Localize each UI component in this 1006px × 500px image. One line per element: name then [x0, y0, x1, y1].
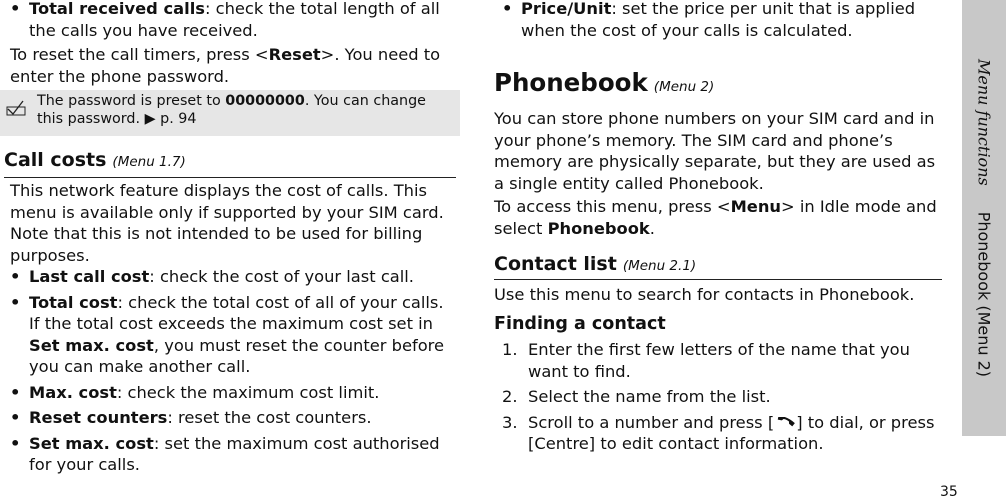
note-check-icon: [6, 100, 26, 116]
phone-handset-icon: [774, 417, 796, 429]
list-item: 2. Select the name from the list.: [502, 387, 771, 406]
sidebar-tab: [962, 0, 1006, 500]
list-item: • Total cost: check the total cost of all of your calls. If the total cost exceeds the maximum cost set in Set max. cost, you must reset the counter before you can make another call.: [10, 292, 450, 378]
password-note: The password is preset to 00000000. You can change this password. ▶ p. 94: [0, 90, 460, 136]
call-costs-rule: [4, 177, 456, 178]
cost-items-list: [10, 266, 450, 476]
list-item: • Set max. cost: set the maximum cost authorised for your calls.: [10, 433, 450, 476]
finding-contact-heading: Finding a contact: [494, 314, 666, 334]
call-costs-intro: This network feature displays the cost of calls. This menu is available only if supported by your SIM card. Note that this is not intended to be used for billing purposes.: [10, 181, 444, 265]
call-costs-heading: Call costs (Menu 1.7): [4, 149, 186, 171]
reset-paragraph: To reset the call timers, press <Reset>. You need to enter the phone password.: [10, 45, 441, 86]
steps-list: [502, 339, 942, 455]
list-item: 3. Scroll to a number and press [ ] to dial, or press [Centre] to edit contact information.: [502, 412, 935, 453]
bullet-price-unit: • Price/Unit: set the price per unit that is applied when the cost of your calls is calculated.: [502, 0, 961, 41]
contact-list-heading: Contact list (Menu 2.1): [494, 253, 697, 275]
contact-list-rule: [494, 279, 942, 280]
list-item: • Last call cost: check the cost of your last call.: [10, 266, 450, 288]
phonebook-access: To access this menu, press <Menu> in Idle mode and select Phonebook.: [494, 197, 937, 238]
contact-list-intro: Use this menu to search for contacts in Phonebook.: [494, 285, 915, 304]
bullet-total-received: • Total received calls: check the total length of all the calls you have received.: [10, 0, 469, 41]
phonebook-heading: Phonebook (Menu 2): [494, 68, 715, 97]
sidebar-label: Menu functionsPhonebook (Menu 2): [974, 58, 994, 378]
list-item: • Reset counters: reset the cost counters.: [10, 407, 450, 429]
page-number: 35: [940, 484, 958, 500]
phonebook-intro: You can store phone numbers on your SIM card and in your phone’s memory. The SIM card and phone’s memory are physically separate, but they are used as a single entity called Phonebook.: [494, 109, 936, 193]
list-item: • Max. cost: check the maximum cost limit.: [10, 382, 450, 404]
list-item: 1. Enter the first few letters of the name that you want to find.: [502, 340, 910, 381]
